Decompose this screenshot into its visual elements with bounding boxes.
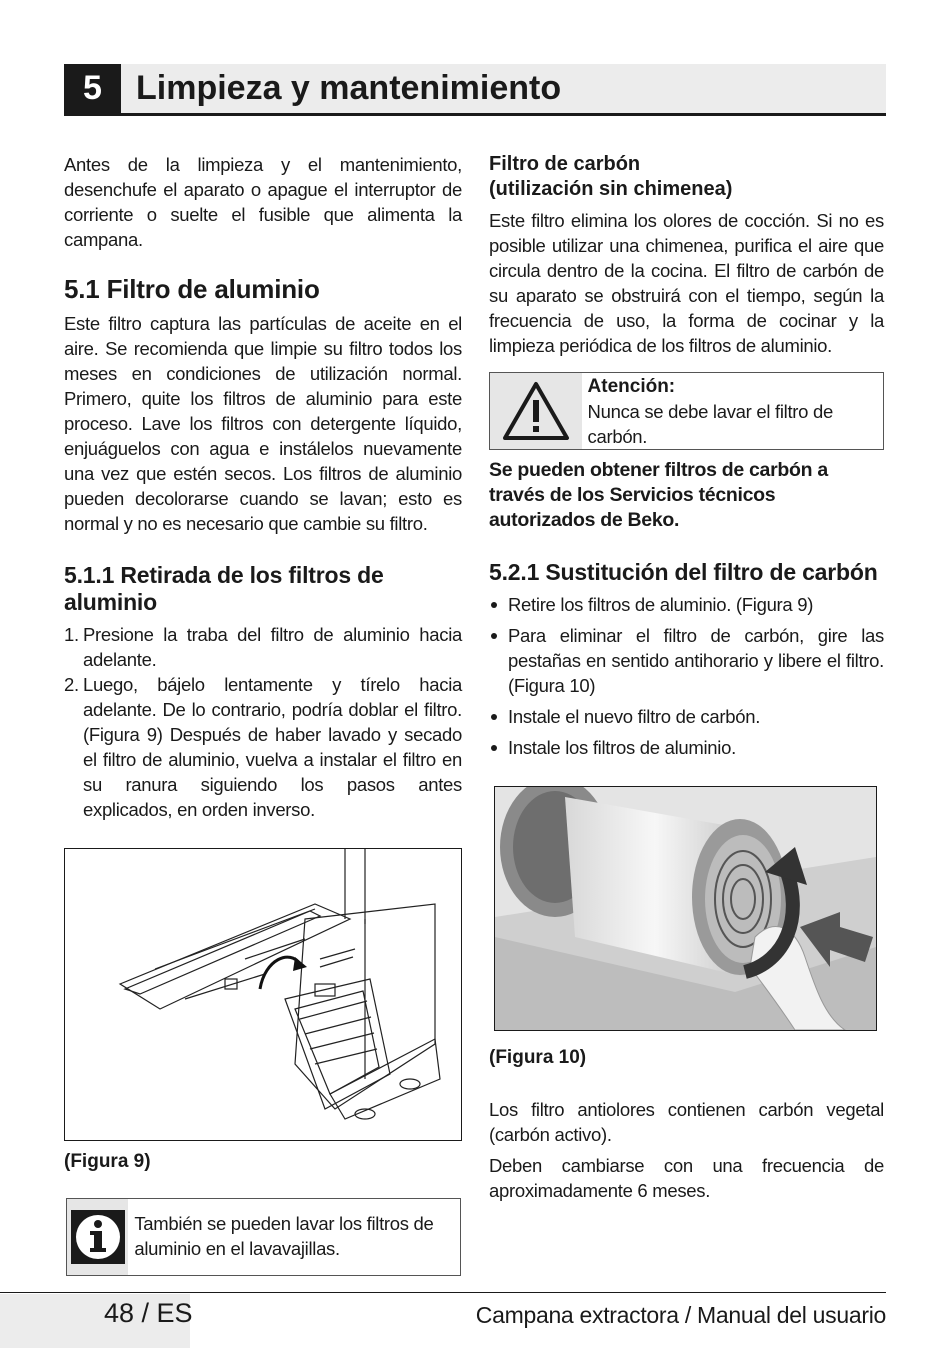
step-number: 1. bbox=[64, 624, 79, 645]
closing-paragraph-1: Los filtro antiolores contienen carbón vegetal (carbón activo). bbox=[489, 1099, 884, 1145]
figure-10-photo bbox=[494, 786, 877, 1031]
section-5-1-1-heading: 5.1.1 Retirada de los filtros de aluminio bbox=[64, 562, 384, 615]
list-item: Instale el nuevo filtro de carbón. bbox=[489, 704, 884, 729]
chapter-number: 5 bbox=[64, 64, 121, 113]
carbon-filter-heading-line2: (utilización sin chimenea) bbox=[489, 178, 733, 200]
removal-steps bbox=[64, 622, 462, 822]
list-item bbox=[64, 672, 462, 822]
replacement-steps bbox=[489, 592, 884, 760]
warning-triangle-icon bbox=[501, 380, 571, 442]
warning-box bbox=[489, 372, 884, 450]
closing-paragraph-2: Deben cambiarse con una frecuencia de aproximadamente 6 meses. bbox=[489, 1155, 884, 1201]
step-text: Luego, bájelo lentamente y tírelo hacia adelante. De lo contrario, podría doblar el filtro. (Figura 9) Después de haber lavado y secado el filtro de aluminio, vuelva a instalar el filtro en su ranura siguiendo los pasos antes explicados, en orden inverso. bbox=[83, 674, 462, 820]
step-text: Presione la traba del filtro de aluminio hacia adelante. bbox=[83, 624, 462, 670]
footer-divider bbox=[0, 1292, 886, 1293]
section-5-1-heading: 5.1 Filtro de aluminio bbox=[64, 274, 320, 304]
chapter-title: Limpieza y mantenimiento bbox=[136, 69, 562, 107]
intro-paragraph: Antes de la limpieza y el mantenimiento, desenchufe el aparato o apague el interruptor de corriente o suelte el fusible que alimenta la campana. bbox=[64, 154, 462, 250]
figure-10-caption: (Figura 10) bbox=[489, 1047, 587, 1068]
carbon-filter-heading-line1: Filtro de carbón bbox=[489, 153, 641, 175]
warning-heading: Atención: bbox=[587, 376, 676, 397]
list-item: Instale los filtros de aluminio. bbox=[489, 735, 884, 760]
info-note-text: También se pueden lavar los filtros de aluminio en el lavavajillas. bbox=[134, 1213, 434, 1259]
carbon-filter-heading bbox=[489, 152, 884, 202]
footer-title: Campana extractora / Manual del usuario bbox=[475, 1302, 886, 1328]
page-number: 48 / ES bbox=[104, 1298, 193, 1328]
info-icon bbox=[69, 1208, 127, 1266]
list-item bbox=[64, 622, 462, 672]
list-item: Para eliminar el filtro de carbón, gire las pestañas en sentido antihorario y libere el filtro. (Figura 10) bbox=[489, 623, 884, 698]
left-column bbox=[64, 152, 462, 1173]
right-column bbox=[489, 152, 884, 1203]
hood-filter-drawing bbox=[65, 849, 461, 1140]
carbon-filter-body: Este filtro elimina los olores de cocción. Si no es posible utilizar una chimenea, purifica el aire que circula dentro de la cocina. El filtro de carbón de su aparato se obstruirá con el tiempo, según la frecuencia de uso, la forma de cocinar y la limpieza periódica de los filtros de aluminio. bbox=[489, 210, 884, 356]
step-number: 2. bbox=[64, 674, 79, 695]
carbon-filter-photo bbox=[495, 787, 876, 1030]
figure-9-illustration bbox=[64, 848, 462, 1141]
figure-9-caption: (Figura 9) bbox=[64, 1151, 151, 1172]
list-item: Retire los filtros de aluminio. (Figura 9) bbox=[489, 592, 884, 617]
section-5-1-body: Este filtro captura las partículas de aceite en el aire. Se recomienda que limpie su filtro todos los meses en condiciones de utilización normal. Primero, quite los filtros de aluminio para este proceso. Lave los filtros con detergente líquido, enjuáguelos con agua e instálelos nuevamente una vez que estén secos. Los filtros de aluminio pueden decolorarse cuando se lavan; esto es normal y no es necesario que cambie su filtro. bbox=[64, 313, 462, 534]
chapter-header bbox=[64, 64, 886, 116]
info-note-box bbox=[66, 1198, 461, 1276]
section-5-2-1-heading: 5.2.1 Sustitución del filtro de carbón bbox=[489, 559, 878, 585]
carbon-availability-note: Se pueden obtener filtros de carbón a través de los Servicios técnicos autorizados de Beko. bbox=[489, 459, 828, 531]
warning-text: Nunca se debe lavar el filtro de carbón. bbox=[587, 401, 833, 447]
